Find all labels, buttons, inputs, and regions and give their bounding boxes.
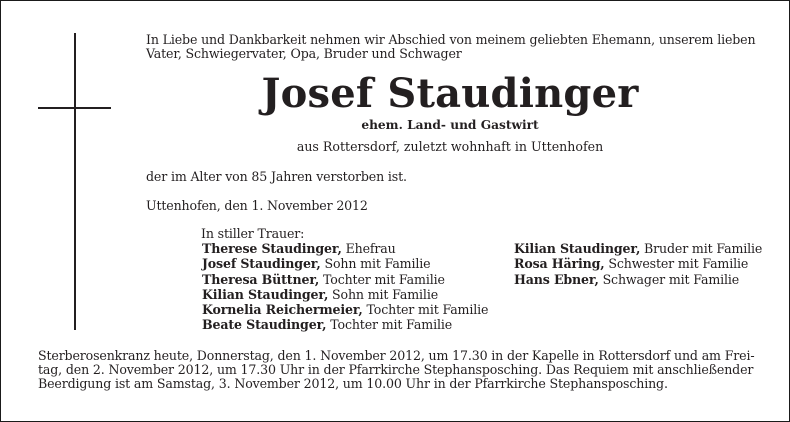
mourner-name: Kornelia Reichermeier,: [202, 302, 363, 318]
cross-icon: [74, 33, 76, 330]
footer-line-1: Sterberosenkranz heute, Donnerstag, den 1. November 2012, um 17.30 in der Kapelle in Rottersdorf und am Frei-: [38, 348, 755, 363]
mourner-name: Hans Ebner,: [514, 271, 599, 287]
mourner-relation: Bruder mit Familie: [640, 241, 763, 256]
footer-line-3: Beerdigung ist am Samstag, 3. November 2012, um 10.00 Uhr in der Pfarrkirche Stephansposching.: [38, 376, 668, 391]
mourner-row: [514, 256, 762, 271]
age-line: der im Alter von 85 Jahren verstorben ist.: [146, 169, 407, 184]
mourner-name: Kilian Staudinger,: [202, 286, 329, 302]
mourners-left-column: [202, 241, 488, 333]
mourners-intro: In stiller Trauer:: [201, 226, 305, 241]
mourner-row: [202, 272, 488, 287]
mourner-row: [514, 272, 762, 287]
mourner-name: Therese Staudinger,: [202, 241, 342, 256]
deceased-residence: aus Rottersdorf, zuletzt wohnhaft in Uttenhofen: [296, 139, 604, 154]
mourners-right-column: [514, 241, 762, 287]
mourner-relation: Tochter mit Familie: [326, 317, 453, 333]
mourner-name: Rosa Häring,: [514, 256, 605, 272]
mourner-relation: Tochter mit Familie: [362, 302, 489, 318]
mourner-row: [202, 256, 488, 271]
mourner-relation: Sohn mit Familie: [320, 256, 431, 272]
mourner-relation: Ehefrau: [341, 241, 396, 256]
mourner-row: [202, 302, 488, 317]
deceased-name: Josef Staudinger: [261, 70, 639, 117]
mourner-row: [202, 287, 488, 302]
intro-line-1: In Liebe und Dankbarkeit nehmen wir Abschied von meinem geliebten Ehemann, unserem lieben: [146, 32, 756, 47]
mourner-relation: Schwager mit Familie: [598, 271, 740, 287]
cross-icon-crossbar: [38, 107, 111, 109]
mourner-relation: Schwester mit Familie: [604, 256, 749, 272]
mourner-relation: Sohn mit Familie: [328, 286, 438, 302]
footer-line-2: tag, den 2. November 2012, um 17.30 Uhr in der Pfarrkirche Stephansposching. Das Requiem mit anschließender: [38, 362, 754, 377]
mourner-name: Theresa Büttner,: [202, 271, 320, 287]
place-date: Uttenhofen, den 1. November 2012: [146, 198, 368, 213]
deceased-profession: ehem. Land- und Gastwirt: [361, 118, 539, 132]
mourner-name: Kilian Staudinger,: [514, 241, 641, 256]
intro-line-2: Vater, Schwiegervater, Opa, Bruder und Schwager: [146, 46, 462, 61]
mourner-row: [202, 317, 488, 332]
mourner-relation: Tochter mit Familie: [319, 271, 445, 287]
mourner-row: [514, 241, 762, 256]
mourner-name: Josef Staudinger,: [202, 256, 321, 272]
mourner-row: [202, 241, 488, 256]
mourner-name: Beate Staudinger,: [202, 317, 327, 333]
